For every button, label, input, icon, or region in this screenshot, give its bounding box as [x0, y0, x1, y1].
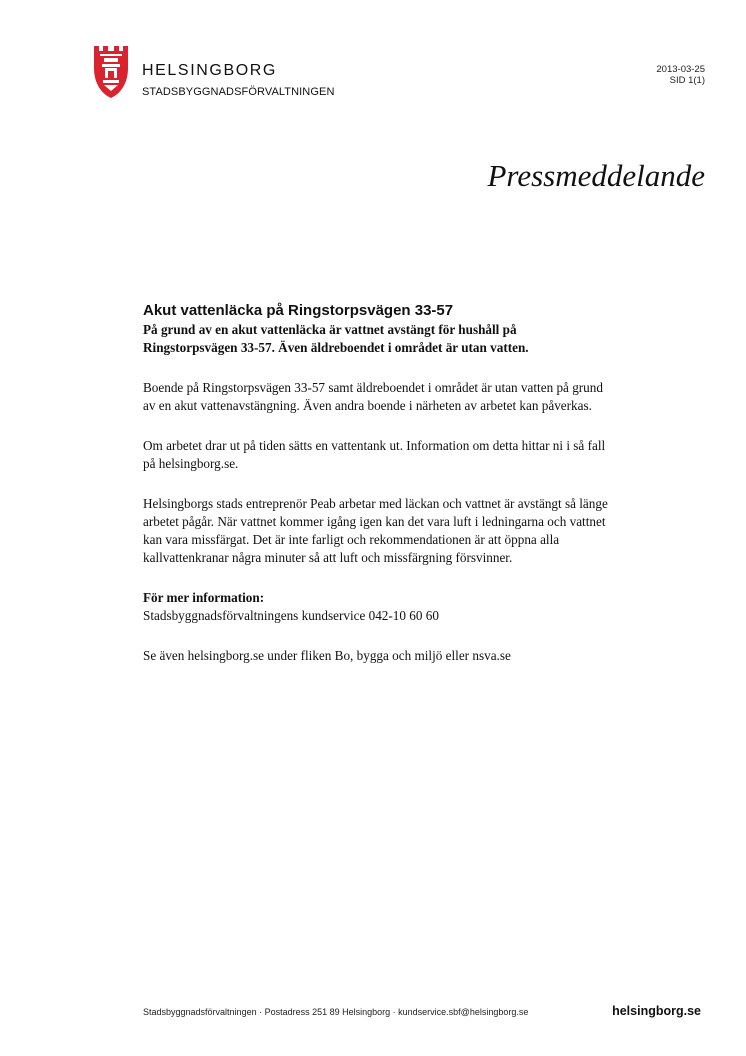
document-date: 2013-03-25 [656, 64, 705, 75]
headline: Akut vattenläcka på Ringstorpsvägen 33-57 [143, 302, 454, 319]
page-number: SID 1(1) [669, 75, 705, 86]
organization-name: HELSINGBORG [142, 62, 277, 79]
department-name: STADSBYGGNADSFÖRVALTNINGEN [142, 86, 335, 98]
contact-info: Stadsbyggnadsförvaltningens kundservice 042-10 60 60 [143, 608, 439, 623]
footer-address: Stadsbyggnadsförvaltningen · Postadress 251 89 Helsingborg · kundservice.sbf@helsingborg.se [143, 1007, 529, 1017]
contact-heading: För mer information: [143, 590, 265, 605]
paragraph-3: Helsingborgs stads entreprenör Peab arbetar med läckan och vattnet är avstängt så länge arbetet pågår. När vattnet kommer igång igen kan det vara luft i ledningarna och vattnet kan vara missfärgat. Det är inte farligt och rekommendationen är att öppna alla kallvattenkranar några minuter så att luft och missfärgning försvinner. [143, 496, 608, 565]
helsingborg-crest-icon [92, 44, 130, 100]
press-release-body [143, 302, 613, 665]
document-meta [656, 64, 705, 86]
paragraph-1: Boende på Ringstorpsvägen 33-57 samt äldreboendet i området är utan vatten på grund av en akut vattenavstängning. Även andra boende i närheten av arbetet kan påverkas. [143, 380, 603, 413]
document-type-title: Pressmeddelande [487, 158, 705, 193]
footer-website: helsingborg.se [612, 1004, 701, 1018]
see-also: Se även helsingborg.se under fliken Bo, bygga och miljö eller nsva.se [143, 648, 511, 663]
paragraph-2: Om arbetet drar ut på tiden sätts en vattentank ut. Information om detta hittar ni i så fall på helsingborg.se. [143, 438, 606, 471]
ingress: På grund av en akut vattenläcka är vattnet avstängt för hushåll på Ringstorpsvägen 33-57. Även äldreboendet i området är utan vatten. [143, 322, 529, 355]
